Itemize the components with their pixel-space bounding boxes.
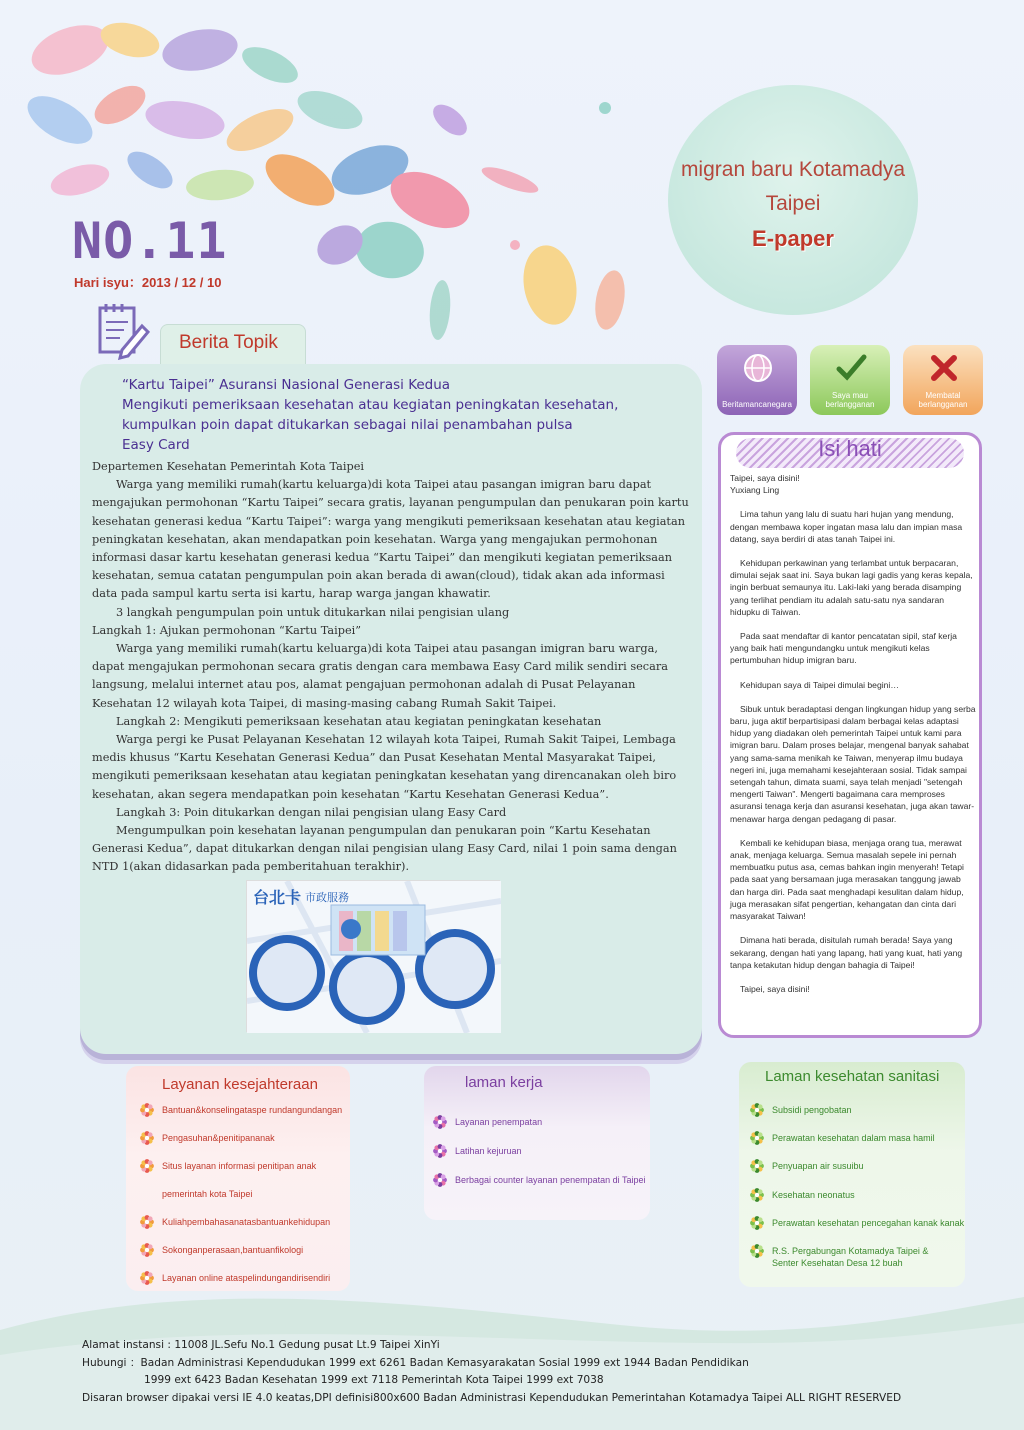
- health-link-item[interactable]: Penyuapan air susuibu: [772, 1161, 864, 1171]
- news-paragraph: Warga yang memiliki rumah(kartu keluarga)di kota Taipei atau pasangan imigran baru dapat mengajukan permohonan “Kartu Taipei” secara gratis, layanan pengumpulan dan penukaran poin kartu kesehatan generasi kedua “Kartu Taipei”: warga yang mengikuti pemeriksaan kesehatan atau kegiatan peningkatan kesehatan, akan mendapatkan poin kesehatan. Warga yang mengajukan permohonan informasi dasar kartu kesehatan generasi kedua “Kartu Taipei” dan mengikuti kegiatan pemeriksaan kesehatan, semua catatan pengumpulan poin akan berada di awan(cloud), tidak akan ada informasi data pada sampul kartu serta isi kartu, harap warga jangan khawatir.: [92, 478, 689, 601]
- health-link-item[interactable]: Perawatan kesehatan dalam masa hamil: [772, 1133, 935, 1143]
- flower-bullet-icon: [750, 1159, 764, 1173]
- news-headline-line: Mengikuti pemeriksaan kesehatan atau kegiatan peningkatan kesehatan,: [122, 397, 619, 413]
- flower-bullet-icon: [140, 1243, 154, 1257]
- issue-number: NO.11: [72, 212, 228, 270]
- news-headline-line: Easy Card: [122, 437, 190, 453]
- paragraph-gap: [730, 691, 976, 703]
- paragraph-gap: [730, 618, 976, 630]
- footer-contact: Hubungi ：Badan Administrasi Kependudukan 1999 ext 6261 Badan Kemasyarakatan Sosial 1999 ext 1944 Badan Pendidikan: [82, 1356, 749, 1369]
- work-link-item[interactable]: Berbagai counter layanan penempatan di Taipei: [455, 1175, 646, 1185]
- figure-title: 台北卡: [253, 888, 302, 907]
- footer-contact-continued: 1999 ext 6423 Badan Kesehatan 1999 ext 7118 Pemerintah Kota Taipei 1999 ext 7038: [144, 1374, 604, 1386]
- news-headline-line: kumpulkan poin dapat ditukarkan sebagai nilai penambahan pulsa: [122, 417, 573, 433]
- news-paragraph: Warga pergi ke Pusat Pelayanan Kesehatan 12 wilayah kota Taipei, Rumah Sakit Taipei, Lembaga medis khusus “Kartu Kesehatan Generasi Kedua” dan Pusat Kesehatan Mental Masyarakat Taipei, mengikuti pemeriksaan kesehatan atau kegiatan peningkatan kesehatan yang direncanakan oleh biro kesehatan, akan segera mendapatkan poin kesehatan “Kartu Kesehatan Generasi Kedua”.: [92, 733, 677, 801]
- welfare-panel: [126, 1066, 350, 1291]
- health-link-item[interactable]: Subsidi pengobatan: [772, 1105, 852, 1115]
- taipei-card-graphic: [247, 881, 501, 1033]
- heart-title: Isi hati: [818, 436, 882, 461]
- paragraph-gap: [730, 971, 976, 983]
- globe-icon: [741, 351, 775, 385]
- paragraph-gap: [730, 922, 976, 934]
- news-paragraph: Langkah 2: Mengikuti pemeriksaan kesehatan atau kegiatan peningkatan kesehatan: [116, 714, 602, 728]
- heart-paragraph: Taipei, saya disini!: [740, 983, 810, 994]
- health-link-item[interactable]: R.S. Pergabungan Kotamadya Taipei &: [772, 1246, 929, 1256]
- welfare-link-item[interactable]: Bantuan&konselingataspe rundangundangan: [162, 1105, 343, 1115]
- notepad-pen-icon: [96, 300, 152, 360]
- news-paragraph: Langkah 1: Ajukan permohonan “Kartu Taipei”: [92, 623, 362, 637]
- news-headline-line: “Kartu Taipei” Asuransi Nasional Generasi Kedua: [122, 377, 451, 393]
- heart-paragraph: Yuxiang Ling: [730, 485, 780, 496]
- flower-bullet-icon: [140, 1159, 154, 1173]
- epaper-title-line2: Taipei: [765, 192, 821, 215]
- heart-paragraph: Dimana hati berada, disitulah rumah berada! Saya yang sekarang, dengan hati yang lapang, hati yang kuat, hati yang tanpa ketakutan hidup dengan bahagia di Taipei!: [730, 935, 963, 970]
- welfare-link-item[interactable]: Pengasuhan&penitipananak: [162, 1133, 275, 1143]
- issue-date: Hari isyu：2013 / 12 / 10: [74, 275, 222, 290]
- epaper-title-line3: E-paper: [752, 226, 834, 251]
- news-paragraph: Warga yang memiliki rumah(kartu keluarga)di kota Taipei atau pasangan imigran baru warga, dapat mengajukan permohonan secara gratis dengan cara membawa Easy Card milik sendiri secara langsung, melalui internet atau pos, alamat pengajuan permohonan adalah di Pusat Pelayanan Kesehatan 12 wilayah kota Taipei, di masing-masing cabang Rumah Sakit Taipei.: [92, 642, 669, 710]
- flower-bullet-icon: [433, 1115, 447, 1129]
- heart-paragraph: Sibuk untuk beradaptasi dengan lingkungan hidup yang serba baru, juga aktif berpartisipasi dalam berbagai kelas adaptasi hidup yang diadakan oleh pemerintah Taipei untuk kami para imigran baru. Dalam proses belajar, mengenal banyak sahabat yang sama-sama menikah ke Taiwan, menyerap ilmu budaya negeri ini, juga memahami kesejahteraan sosial. Tidak sampai setengah tahun, dimata suami, saya telah menjadi "setengah mengerti Taiwan". Mengerti bagaimana cara memproses asuransi tenaga kerja dan asuransi kesehatan, juga akan tawar-menawar harga dengan pedagang di pasar.: [730, 703, 976, 824]
- footer: [82, 1337, 982, 1407]
- unsubscribe-button[interactable]: [903, 345, 983, 415]
- flower-bullet-icon: [140, 1103, 154, 1117]
- figure-subtitle: 市政服務: [305, 891, 349, 904]
- flower-bullet-icon: [750, 1244, 764, 1258]
- international-news-button[interactable]: [717, 345, 797, 415]
- work-link-item[interactable]: Layanan penempatan: [455, 1117, 543, 1127]
- flower-bullet-icon: [433, 1144, 447, 1158]
- subscribe-label: Saya mau berlangganan: [825, 391, 875, 409]
- health-link-item[interactable]: Kesehatan neonatus: [772, 1190, 855, 1200]
- heart-paragraph: Kehidupan saya di Taipei dimulai begini…: [740, 679, 899, 690]
- heart-paragraph: Lima tahun yang lalu di suatu hari hujan yang mendung, dengan membawa koper ingatan masa lalu dan impian masa datang, saya berdiri di atas tanah Taipei ini.: [730, 509, 963, 544]
- heart-paragraph: Kehidupan perkawinan yang terlambat untuk berpacaran, dimulai sejak saat ini. Saya bukan lagi gadis yang keras kepala, ingin berbuat semaunya itu. Laki-laki yang berada disamping yang terlihat pendiam itu adalah satu-satu nya sandaran hidupku di Taiwan.: [730, 558, 973, 617]
- news-paragraph: Langkah 3: Poin ditukarkan dengan nilai pengisian ulang Easy Card: [116, 805, 507, 819]
- checkmark-icon: [834, 351, 868, 385]
- paragraph-gap: [730, 545, 976, 557]
- welfare-link-item[interactable]: pemerintah kota Taipei: [162, 1189, 253, 1199]
- work-panel-title: laman kerja: [465, 1074, 543, 1091]
- tab-topic-news[interactable]: Berita Topik: [160, 324, 306, 366]
- welfare-link-item[interactable]: Layanan online ataspelindungandirisendiri: [162, 1273, 331, 1283]
- flower-bullet-icon: [750, 1188, 764, 1202]
- footer-address: Alamat instansi : 11008 JL.Sefu No.1 Gedung pusat Lt.9 Taipei XinYi: [82, 1339, 440, 1351]
- news-body: [92, 458, 692, 877]
- health-link-item[interactable]: Senter Kesehatan Desa 12 buah: [772, 1258, 903, 1268]
- news-paragraph: Departemen Kesehatan Pemerintah Kota Taipei: [92, 460, 365, 473]
- footer-browser-note: Disaran browser dipakai versi IE 4.0 keatas,DPI definisi800x600 Badan Administrasi Kependudukan Pemerintahan Kotamadya Taipei ALL RIGHT RESERVED: [82, 1391, 902, 1404]
- welfare-link-item[interactable]: Situs layanan informasi penitipan anak: [162, 1161, 317, 1171]
- cross-icon: [927, 351, 961, 385]
- taipei-card-illustration: [246, 880, 500, 1032]
- heart-paragraph: Pada saat mendaftar di kantor pencatatan sipil, staf kerja yang baik hati mengundangku untuk mengikuti kelas pertumbuhan hidup imigran baru.: [730, 631, 957, 666]
- heart-paragraph: Kembali ke kehidupan biasa, menjaga orang tua, merawat anak, menjaga keluarga. Semua masalah sepele ini pernah membuatku putus asa, cemas bahkan ingin menyerah! Tetapi pada saat yang bersamaan juga merasakan tanggung jawab dan harga diri. Pada saat menghadapi kesulitan dalam hidup, juga merasakan sifat pengertian, kehangatan dan cinta dari masyarakat Taiwan!: [730, 837, 964, 922]
- paragraph-gap: [730, 825, 976, 837]
- flower-bullet-icon: [750, 1103, 764, 1117]
- heart-paragraph: Taipei, saya disini!: [730, 473, 800, 483]
- welfare-panel-title: Layanan kesejahteraan: [162, 1076, 318, 1093]
- health-panel-title: Laman kesehatan sanitasi: [765, 1068, 940, 1085]
- welfare-link-item[interactable]: Kuliahpembahasanatasbantuankehidupan: [162, 1217, 331, 1227]
- international-news-label: Beritamancanegara: [722, 400, 792, 409]
- news-paragraph: Mengumpulkan poin kesehatan layanan pengumpulan dan penukaran poin “Kartu Kesehatan Generasi Kedua”, dapat ditukarkan dengan nilai pengisian ulang Easy Card, nilai 1 poin sama dengan NTD 1(akan didasarkan pada pemberitahuan terakhir).: [92, 824, 677, 874]
- flower-bullet-icon: [140, 1131, 154, 1145]
- health-link-item[interactable]: Perawatan kesehatan pencegahan kanak kanak: [772, 1218, 965, 1228]
- news-headline: [122, 375, 682, 455]
- flower-bullet-icon: [140, 1271, 154, 1285]
- flower-bullet-icon: [433, 1173, 447, 1187]
- flower-bullet-icon: [750, 1216, 764, 1230]
- welfare-link-item[interactable]: Sokonganperasaan,bantuanfikologi: [162, 1245, 304, 1255]
- unsubscribe-label: Membatal berlangganan: [918, 391, 968, 409]
- work-link-item[interactable]: Latihan kejuruan: [455, 1146, 522, 1156]
- news-paragraph: 3 langkah pengumpulan poin untuk ditukarkan nilai pengisian ulang: [116, 605, 510, 619]
- paragraph-gap: [730, 667, 976, 679]
- subscribe-button[interactable]: [810, 345, 890, 415]
- epaper-title-line1: migran baru Kotamadya: [680, 158, 906, 181]
- flower-bullet-icon: [750, 1131, 764, 1145]
- flower-bullet-icon: [140, 1215, 154, 1229]
- paragraph-gap: [730, 496, 976, 508]
- heart-story-text: [730, 472, 976, 995]
